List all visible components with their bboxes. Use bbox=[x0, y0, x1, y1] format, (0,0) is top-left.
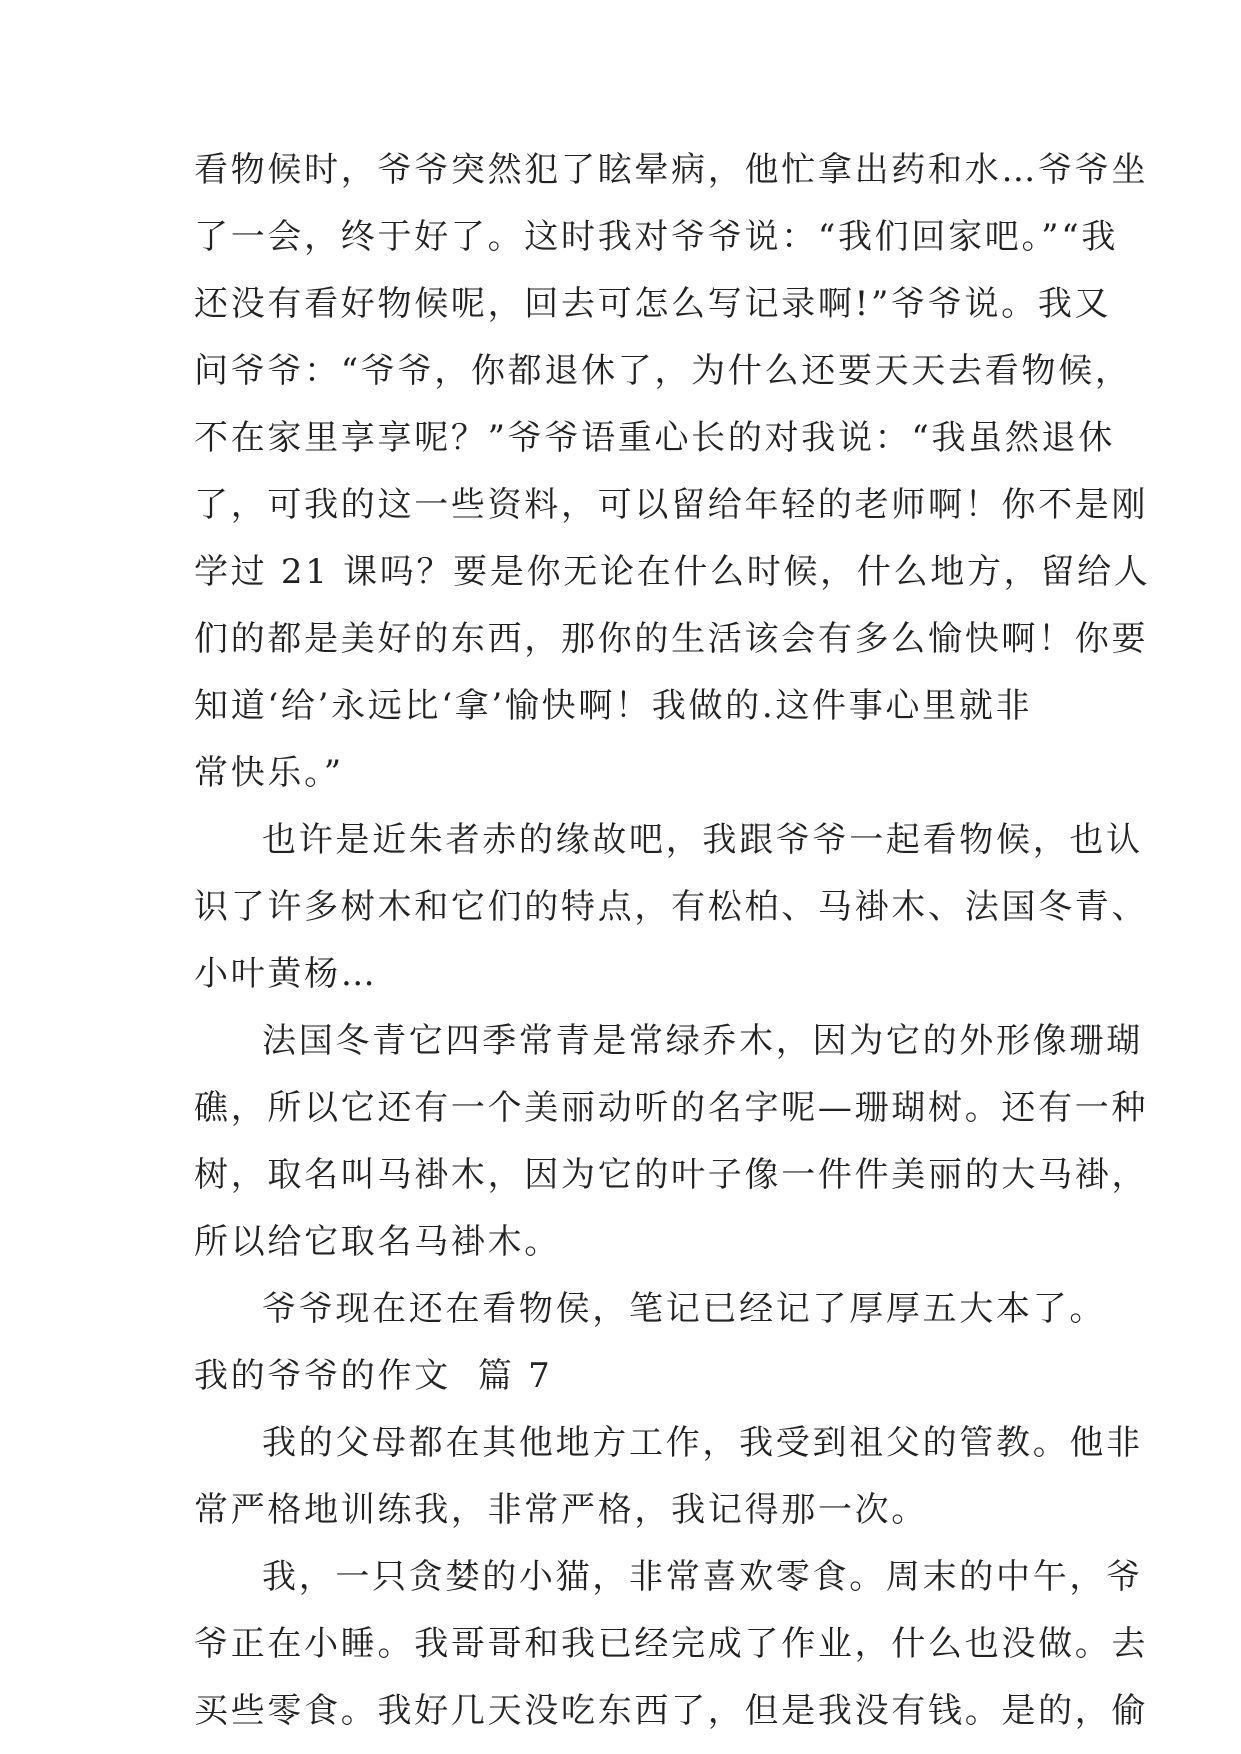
text-line: 们的都是美好的东西，那你的生活该会有多么愉快啊！你要 bbox=[194, 619, 1149, 659]
section-heading: 我的爷爷的作文 篇 7 bbox=[194, 1356, 553, 1396]
text-line: 识了许多树木和它们的特点，有松柏、马褂木、法国冬青、 bbox=[194, 887, 1149, 927]
paragraph-start-line: 爷爷现在还在看物侯，笔记已经记了厚厚五大本了。 bbox=[262, 1289, 1107, 1329]
text-line: 所以给它取名马褂木。 bbox=[194, 1222, 561, 1262]
paragraph-start-line: 也许是近朱者赤的缘故吧，我跟爷爷一起看物候，也认 bbox=[262, 820, 1143, 860]
text-line: 知道‘给’永远比‘拿’愉快啊！我做的.这件事心里就非 bbox=[194, 686, 1033, 726]
text-line: 学过 21 课吗？要是你无论在什么时候，什么地方，留给人 bbox=[194, 552, 1151, 592]
text-line: 小叶黄杨… bbox=[194, 954, 378, 994]
text-line: 常严格地训练我，非常严格，我记得那一次。 bbox=[194, 1490, 928, 1530]
paragraph-start-line: 法国冬青它四季常青是常绿乔木，因为它的外形像珊瑚 bbox=[262, 1021, 1143, 1061]
text-line: 买些零食。我好几天没吃东西了，但是我没有钱。是的，偷 bbox=[194, 1691, 1149, 1731]
text-line: 礁，所以它还有一个美丽动听的名字呢—珊瑚树。还有一种 bbox=[194, 1088, 1149, 1128]
text-line: 看物候时，爷爷突然犯了眩晕病，他忙拿出药和水…爷爷坐 bbox=[194, 150, 1149, 190]
text-line: 常快乐。” bbox=[194, 753, 344, 793]
text-line: 了，可我的这一些资料，可以留给年轻的老师啊！你不是刚 bbox=[194, 485, 1149, 525]
text-line: 问爷爷：“爷爷，你都退休了，为什么还要天天去看物候， bbox=[194, 351, 1132, 391]
paragraph-start-line: 我的父母都在其他地方工作，我受到祖父的管教。他非 bbox=[262, 1423, 1143, 1463]
text-line: 树，取名叫马褂木，因为它的叶子像一件件美丽的大马褂， bbox=[194, 1155, 1149, 1195]
text-line: 了一会，终于好了。这时我对爷爷说：“我们回家吧。”“我 bbox=[194, 217, 1119, 257]
text-line: 还没有看好物候呢，回去可怎么写记录啊!”爷爷说。我又 bbox=[194, 284, 1112, 324]
paragraph-start-line: 我，一只贪婪的小猫，非常喜欢零食。周末的中午，爷 bbox=[262, 1557, 1143, 1597]
text-line: 不在家里享享呢？”爷爷语重心长的对我说：“我虽然退休 bbox=[194, 418, 1115, 458]
text-line: 爷正在小睡。我哥哥和我已经完成了作业，什么也没做。去 bbox=[194, 1624, 1149, 1664]
